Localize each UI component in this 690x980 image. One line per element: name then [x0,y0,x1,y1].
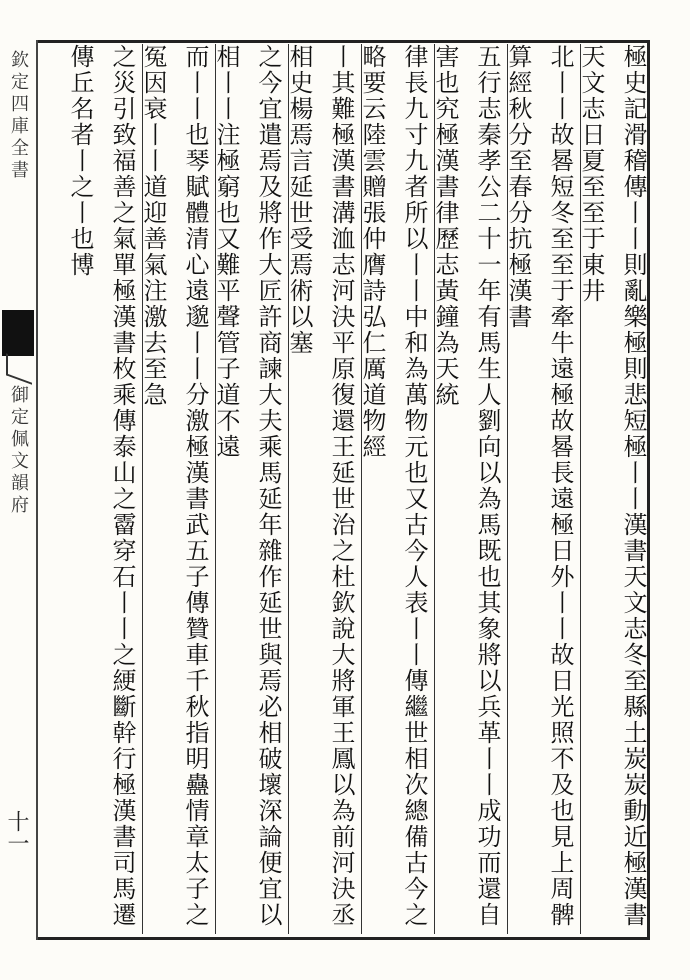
book-subtitle: 御定佩文韻府 [8,385,29,517]
page-number: 十一 [4,810,29,854]
book-title: 欽定四庫全書 [8,50,29,182]
frame-bottom-line [36,937,650,940]
text-column-4: 律長九寸九者所以丨丨中和為萬物元也又古今人表丨丨傳繼世相次總備古今之略要云陸雲贈張仲膺詩弘仁厲道物經 [358,44,428,928]
fishtail-mark [2,310,34,356]
page-margin [0,40,36,940]
text-column-5: 丨其難極漢書溝洫志河決平原復還王延世治之杜欽說大將軍王鳳以為前河決丞相史楊焉言延世受焉術以塞 [285,44,355,928]
text-column-1: 極史記滑稽傳丨丨則亂樂極則悲短極丨丨漢書天文志冬至縣土炭炭動近極漢書天文志日夏至至于東井 [577,44,647,928]
frame-left-line [36,40,38,940]
text-column-8: 之災引致福善之氣單極漢書枚乘傳泰山之霤穿石丨丨之綆斷幹行極漢書司馬遷傳丘名者丨之丨也博 [66,44,136,928]
text-columns [68,44,654,934]
text-column-7: 而丨丨也琴賦體清心遠邈丨丨分激極漢書武五子傳贊車千秋指明蠱情章太子之冤因衰丨丨道迎善氣注激去至急 [139,44,209,928]
text-column-6: 之今宜遣焉及將作大匠許商諫大夫乘馬延年雜作延世與焉必相破壞深論便宜以相丨丨注極窮也又難平聲管子道不遠 [212,44,282,928]
text-column-2: 北丨丨故晷短冬至至于牽牛遠極故晷長遠極日外丨丨故日光照不及也見上周髀算經秋分至春分抗極漢書 [504,44,574,928]
text-column-3: 五行志秦孝公二十一年有馬生人劉向以為馬既也其象將以兵革丨丨成功而還自害也究極漢書律歷志黃鐘為天統 [431,44,501,928]
fishtail-tick [6,353,32,384]
frame-top-line [36,40,650,43]
